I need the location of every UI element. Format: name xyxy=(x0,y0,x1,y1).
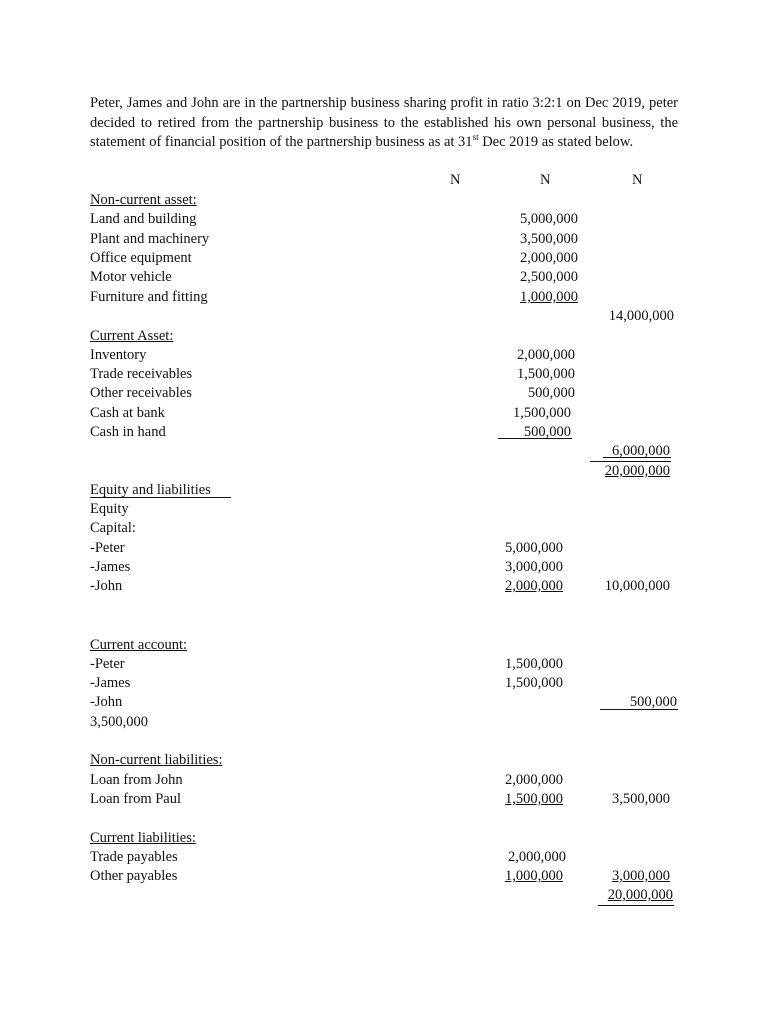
capital-label: Capital: xyxy=(90,520,136,536)
capital-amount: 3,000,000 xyxy=(505,559,563,575)
intro-superscript: st xyxy=(472,132,479,143)
ca-total: 6,000,000 xyxy=(612,443,670,459)
nca-label: Furniture and fitting xyxy=(90,289,208,305)
ca-amount: 1,500,000 xyxy=(513,405,571,421)
nca-amount: 2,500,000 xyxy=(520,269,578,285)
ncl-total: 3,500,000 xyxy=(612,791,670,807)
equity-liabilities-heading: Equity and liabilities xyxy=(90,482,211,498)
column-header-3: N xyxy=(632,172,643,188)
ca-amount: 500,000 xyxy=(527,385,575,401)
capital-partner-label: -James xyxy=(90,559,131,575)
cl-total: 3,000,000 xyxy=(612,868,670,884)
current-account-heading: Current account: xyxy=(90,637,188,653)
current-account-label: -John xyxy=(90,694,123,710)
cl-label: Trade payables xyxy=(90,849,178,865)
equity-label: Equity xyxy=(90,501,129,517)
cl-label: Other payables xyxy=(90,868,178,884)
equity-heading-underline xyxy=(90,497,231,498)
current-account-stray-amount: 3,500,000 xyxy=(90,714,148,730)
capital-partner-label: -John xyxy=(90,578,123,594)
nca-label: Motor vehicle xyxy=(90,269,172,285)
current-account-total: 500,000 xyxy=(629,694,677,710)
ca-label: Other receivables xyxy=(90,385,192,401)
nca-label: Plant and machinery xyxy=(90,231,210,247)
current-liabilities-heading: Current liabilities: xyxy=(90,830,196,846)
ca-label: Cash in hand xyxy=(90,424,166,440)
intro-text-end: Dec 2019 as stated below. xyxy=(478,134,634,150)
assets-grand-total: 20,000,000 xyxy=(604,463,670,479)
capital-amount: 5,000,000 xyxy=(505,540,563,556)
nca-label: Office equipment xyxy=(90,250,192,266)
capital-total: 10,000,000 xyxy=(604,578,670,594)
liabilities-grand-double-rule xyxy=(598,905,674,906)
nca-amount: 2,000,000 xyxy=(520,250,578,266)
cl-amount: 1,000,000 xyxy=(505,868,563,884)
ca-amount: 1,500,000 xyxy=(517,366,575,382)
ca-label: Trade receivables xyxy=(90,366,193,382)
current-asset-heading: Current Asset: xyxy=(90,328,174,344)
ncl-label: Loan from John xyxy=(90,772,183,788)
non-current-asset-heading: Non-current asset: xyxy=(90,192,197,208)
cl-amount: 2,000,000 xyxy=(508,849,566,865)
nca-label: Land and building xyxy=(90,211,197,227)
column-header-1: N xyxy=(450,172,461,188)
current-account-label: -Peter xyxy=(90,656,125,672)
nca-amount: 5,000,000 xyxy=(520,211,578,227)
intro-paragraph xyxy=(90,94,678,153)
capital-amount: 2,000,000 xyxy=(505,578,563,594)
ncl-amount: 2,000,000 xyxy=(505,772,563,788)
ca-label: Inventory xyxy=(90,347,147,363)
liabilities-grand-total: 20,000,000 xyxy=(607,887,673,903)
ncl-amount: 1,500,000 xyxy=(505,791,563,807)
nca-amount: 3,500,000 xyxy=(520,231,578,247)
capital-partner-label: -Peter xyxy=(90,540,125,556)
current-account-amount: 1,500,000 xyxy=(505,675,563,691)
current-account-label: -James xyxy=(90,675,131,691)
ca-amount: 2,000,000 xyxy=(517,347,575,363)
nca-total: 14,000,000 xyxy=(608,308,674,324)
non-current-liabilities-heading: Non-current liabilities: xyxy=(90,752,223,768)
intro-text: Peter, James and John are in the partnership business sharing profit in ratio 3:2:1 on Dec 2019, peter decided to retired from the partnership business to the established his own personal business, the statement of financial position of the partnership business as at 31 xyxy=(90,95,678,150)
column-header-2: N xyxy=(540,172,551,188)
nca-amount: 1,000,000 xyxy=(520,289,578,305)
ca-label: Cash at bank xyxy=(90,405,165,421)
ncl-label: Loan from Paul xyxy=(90,791,182,807)
ca-amount: 500,000 xyxy=(523,424,571,440)
current-account-amount: 1,500,000 xyxy=(505,656,563,672)
